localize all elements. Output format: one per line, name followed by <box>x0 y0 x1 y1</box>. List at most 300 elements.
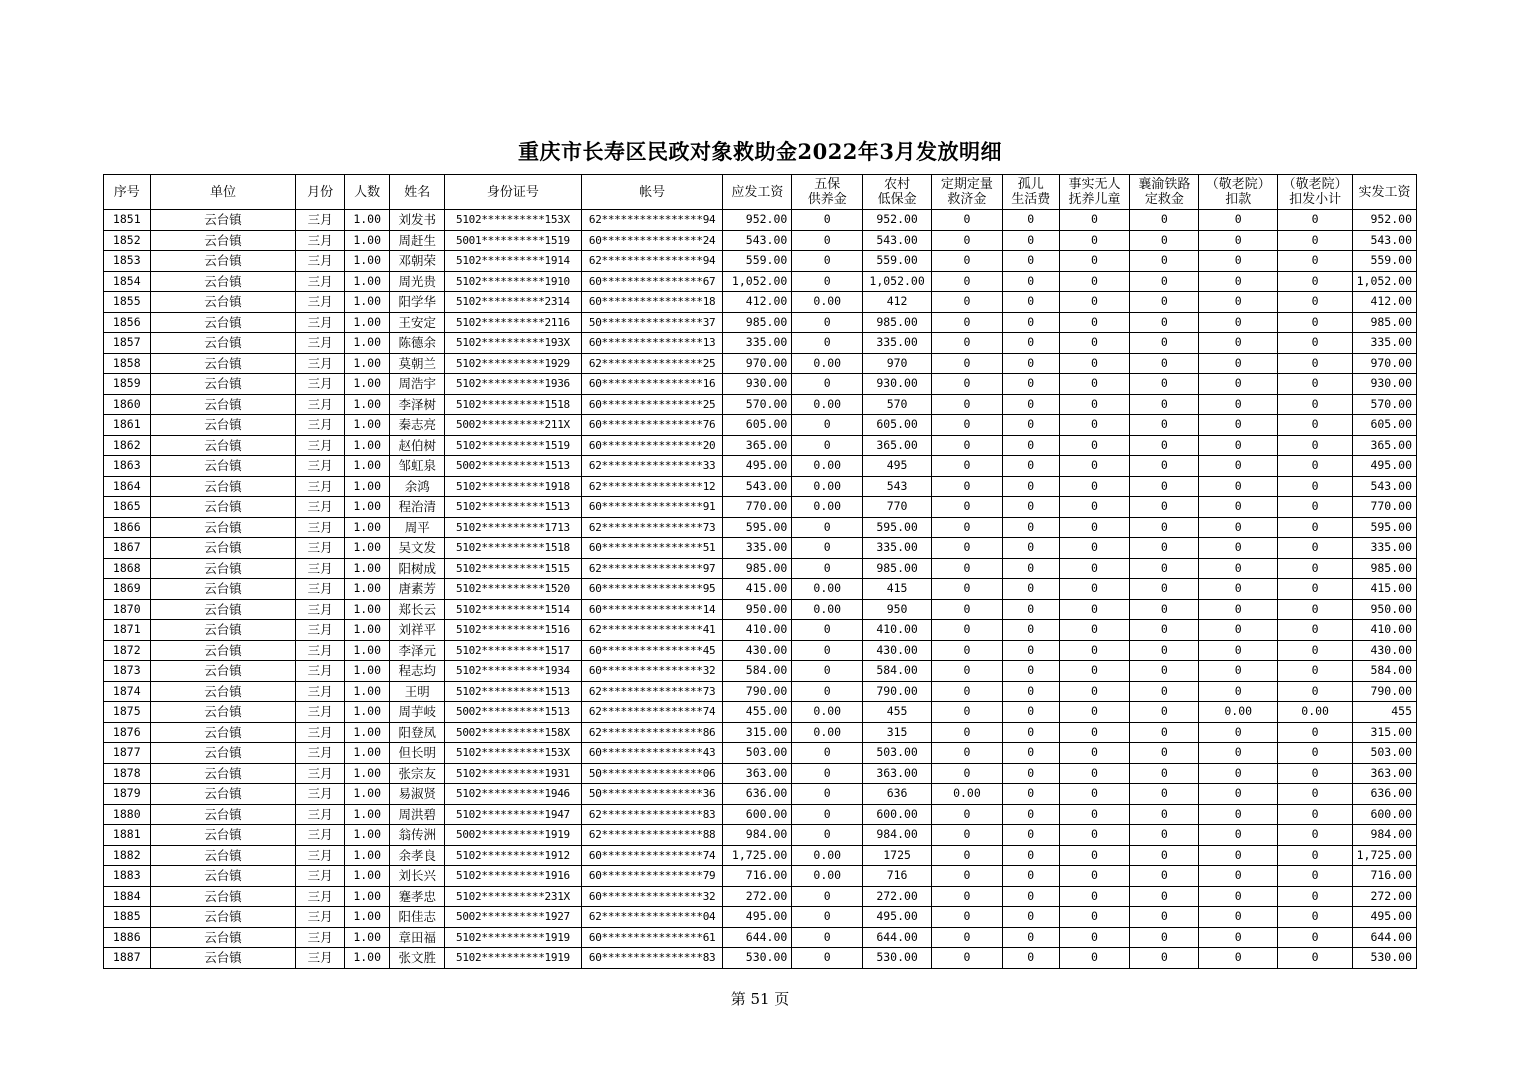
table-cell: 60****************18 <box>581 292 723 313</box>
table-cell: 5002**********211X <box>445 415 582 436</box>
table-cell: 0 <box>1002 456 1059 477</box>
table-cell: 云台镇 <box>150 845 296 866</box>
table-cell: 0 <box>1199 743 1278 764</box>
table-cell: 1875 <box>104 702 151 723</box>
table-cell: 570 <box>863 394 932 415</box>
table-cell: 1870 <box>104 599 151 620</box>
table-header-row <box>104 175 1417 210</box>
table-cell: 5102**********1518 <box>445 394 582 415</box>
table-cell: 1863 <box>104 456 151 477</box>
table-cell: 1862 <box>104 435 151 456</box>
table-cell: 716.00 <box>723 866 792 887</box>
table-cell: 李泽树 <box>390 394 445 415</box>
table-cell: 62****************41 <box>581 620 723 641</box>
column-header <box>390 175 445 210</box>
table-cell: 0 <box>1059 456 1130 477</box>
table-cell: 5102**********153X <box>445 210 582 231</box>
table-cell: 0 <box>1130 476 1199 497</box>
table-cell: 三月 <box>296 271 345 292</box>
table-cell: 周平 <box>390 517 445 538</box>
table-cell: 62****************33 <box>581 456 723 477</box>
table-cell: 0 <box>932 517 1003 538</box>
table-cell: 0 <box>1278 845 1353 866</box>
table-cell: 790.00 <box>723 681 792 702</box>
table-cell: 605.00 <box>723 415 792 436</box>
table-cell: 0 <box>932 661 1003 682</box>
table-cell: 0 <box>1278 476 1353 497</box>
table-cell: 600.00 <box>1353 804 1417 825</box>
table-cell: 0 <box>932 845 1003 866</box>
table-cell: 0 <box>932 927 1003 948</box>
table-cell: 5002**********1513 <box>445 456 582 477</box>
table-cell: 0 <box>1278 415 1353 436</box>
table-cell: 1856 <box>104 312 151 333</box>
table-cell: 0 <box>1199 845 1278 866</box>
table-cell: 570.00 <box>1353 394 1417 415</box>
table-cell: 0 <box>1002 415 1059 436</box>
table-cell: 0 <box>932 271 1003 292</box>
table-cell: 605.00 <box>1353 415 1417 436</box>
table-cell: 0 <box>1059 927 1130 948</box>
table-cell: 984.00 <box>863 825 932 846</box>
table-cell: 1.00 <box>344 251 390 272</box>
table-cell: 0 <box>1059 333 1130 354</box>
table-cell: 0 <box>932 579 1003 600</box>
table-cell: 0 <box>1002 804 1059 825</box>
table-cell: 0 <box>1002 866 1059 887</box>
table-cell: 985.00 <box>1353 312 1417 333</box>
table-cell: 970.00 <box>1353 353 1417 374</box>
table-cell: 1852 <box>104 230 151 251</box>
table-row <box>104 312 1417 333</box>
table-cell: 1.00 <box>344 353 390 374</box>
table-cell: 60****************51 <box>581 538 723 559</box>
table-cell: 云台镇 <box>150 374 296 395</box>
table-cell: 5002**********1919 <box>445 825 582 846</box>
table-cell: 60****************14 <box>581 599 723 620</box>
table-cell: 云台镇 <box>150 210 296 231</box>
table-cell: 770.00 <box>1353 497 1417 518</box>
table-cell: 0 <box>1002 763 1059 784</box>
table-cell: 三月 <box>296 845 345 866</box>
table-cell: 0 <box>1002 538 1059 559</box>
table-cell: 张宗友 <box>390 763 445 784</box>
table-cell: 0 <box>1130 517 1199 538</box>
table-cell: 62****************12 <box>581 476 723 497</box>
table-cell: 1861 <box>104 415 151 436</box>
table-cell: 云台镇 <box>150 353 296 374</box>
table-cell: 但长明 <box>390 743 445 764</box>
column-header <box>1002 175 1059 210</box>
table-cell: 5102**********2116 <box>445 312 582 333</box>
table-row <box>104 907 1417 928</box>
table-cell: 0 <box>932 804 1003 825</box>
table-cell: 0 <box>1059 640 1130 661</box>
column-header-text: 身份证号 <box>486 184 539 200</box>
table-cell: 0 <box>1199 866 1278 887</box>
table-cell: 云台镇 <box>150 599 296 620</box>
table-cell: 455 <box>863 702 932 723</box>
column-header-text: 扣款 <box>1225 192 1252 207</box>
table-row <box>104 333 1417 354</box>
table-cell: 0 <box>1278 886 1353 907</box>
table-cell: 0 <box>1059 681 1130 702</box>
table-cell: 0 <box>1199 681 1278 702</box>
table-cell: 周芋岐 <box>390 702 445 723</box>
table-cell: 0 <box>932 640 1003 661</box>
table-cell: 0 <box>1059 722 1130 743</box>
table-cell: 1.00 <box>344 948 390 969</box>
table-cell: 0 <box>932 476 1003 497</box>
table-cell: 0 <box>1002 661 1059 682</box>
table-cell: 0 <box>1002 702 1059 723</box>
table-cell: 60****************67 <box>581 271 723 292</box>
table-cell: 0 <box>1278 251 1353 272</box>
column-header <box>150 175 296 210</box>
table-cell: 1.00 <box>344 886 390 907</box>
table-cell: 0 <box>1002 640 1059 661</box>
table-cell: 0 <box>1130 374 1199 395</box>
table-cell: 495 <box>863 456 932 477</box>
table-cell: 363.00 <box>1353 763 1417 784</box>
table-cell: 1.00 <box>344 374 390 395</box>
table-cell: 930.00 <box>723 374 792 395</box>
table-cell: 495.00 <box>1353 907 1417 928</box>
table-cell: 0 <box>1059 763 1130 784</box>
table-cell: 0 <box>1130 599 1199 620</box>
table-row <box>104 456 1417 477</box>
column-header <box>296 175 345 210</box>
table-cell: 543.00 <box>863 230 932 251</box>
table-cell: 1.00 <box>344 763 390 784</box>
table-row <box>104 702 1417 723</box>
table-cell: 636.00 <box>1353 784 1417 805</box>
table-cell: 0 <box>1278 927 1353 948</box>
table-cell: 云台镇 <box>150 271 296 292</box>
table-cell: 0 <box>792 558 863 579</box>
table-cell: 云台镇 <box>150 497 296 518</box>
table-cell: 5002**********1927 <box>445 907 582 928</box>
table-cell: 云台镇 <box>150 394 296 415</box>
table-cell: 0 <box>792 661 863 682</box>
table-cell: 0 <box>1002 886 1059 907</box>
table-cell: 三月 <box>296 722 345 743</box>
table-cell: 云台镇 <box>150 948 296 969</box>
table-cell: 云台镇 <box>150 907 296 928</box>
table-cell: 阳树成 <box>390 558 445 579</box>
table-cell: 495.00 <box>1353 456 1417 477</box>
table-cell: 0 <box>932 333 1003 354</box>
table-cell: 365.00 <box>1353 435 1417 456</box>
table-cell: 0 <box>1278 681 1353 702</box>
table-cell: 952.00 <box>723 210 792 231</box>
table-cell: 0.00 <box>792 394 863 415</box>
table-cell: 60****************16 <box>581 374 723 395</box>
table-cell: 0 <box>1199 415 1278 436</box>
table-cell: 5002**********1513 <box>445 702 582 723</box>
table-cell: 0 <box>932 599 1003 620</box>
table-cell: 412.00 <box>723 292 792 313</box>
table-cell: 云台镇 <box>150 415 296 436</box>
column-header <box>1130 175 1199 210</box>
table-cell: 530.00 <box>1353 948 1417 969</box>
table-cell: 云台镇 <box>150 681 296 702</box>
table-cell: 0 <box>1059 353 1130 374</box>
table-cell: 644.00 <box>1353 927 1417 948</box>
table-cell: 60****************20 <box>581 435 723 456</box>
table-cell: 595.00 <box>863 517 932 538</box>
table-row <box>104 353 1417 374</box>
table-cell: 410.00 <box>723 620 792 641</box>
table-cell: 阳学华 <box>390 292 445 313</box>
table-cell: 0 <box>792 948 863 969</box>
table-cell: 0 <box>1130 353 1199 374</box>
table-cell: 455.00 <box>723 702 792 723</box>
table-cell: 0 <box>1278 661 1353 682</box>
column-header-text: 序号 <box>113 184 140 200</box>
table-cell: 62****************88 <box>581 825 723 846</box>
table-cell: 三月 <box>296 763 345 784</box>
table-cell: 60****************25 <box>581 394 723 415</box>
table-cell: 335.00 <box>1353 538 1417 559</box>
table-cell: 0 <box>1130 640 1199 661</box>
table-cell: 5102**********1918 <box>445 476 582 497</box>
table-cell: 刘祥平 <box>390 620 445 641</box>
table-cell: 赵伯树 <box>390 435 445 456</box>
table-cell: 云台镇 <box>150 784 296 805</box>
table-cell: 5102**********1516 <box>445 620 582 641</box>
table-cell: 周浩宇 <box>390 374 445 395</box>
table-cell: 1,725.00 <box>723 845 792 866</box>
table-cell: 0.00 <box>1199 702 1278 723</box>
table-row <box>104 845 1417 866</box>
table-cell: 0 <box>792 251 863 272</box>
table-cell: 0 <box>1130 333 1199 354</box>
table-cell: 0 <box>1130 907 1199 928</box>
table-cell: 1882 <box>104 845 151 866</box>
table-cell: 5102**********1515 <box>445 558 582 579</box>
table-cell: 0 <box>1002 292 1059 313</box>
table-cell: 5102**********1912 <box>445 845 582 866</box>
table-cell: 335.00 <box>863 333 932 354</box>
table-cell: 60****************95 <box>581 579 723 600</box>
table-cell: 郑长云 <box>390 599 445 620</box>
table-cell: 0 <box>1002 743 1059 764</box>
table-cell: 0 <box>1278 784 1353 805</box>
table-cell: 余孝良 <box>390 845 445 866</box>
table-cell: 章田福 <box>390 927 445 948</box>
table-cell: 三月 <box>296 435 345 456</box>
table-cell: 5102**********1519 <box>445 435 582 456</box>
table-cell: 605.00 <box>863 415 932 436</box>
table-cell: 1.00 <box>344 292 390 313</box>
table-cell: 0 <box>1130 230 1199 251</box>
table-cell: 60****************74 <box>581 845 723 866</box>
table-cell: 335.00 <box>1353 333 1417 354</box>
table-cell: 0 <box>1002 620 1059 641</box>
table-cell: 蹇孝忠 <box>390 886 445 907</box>
table-cell: 0 <box>932 394 1003 415</box>
table-cell: 周洪碧 <box>390 804 445 825</box>
table-cell: 三月 <box>296 681 345 702</box>
table-cell: 0 <box>1199 886 1278 907</box>
table-cell: 1.00 <box>344 415 390 436</box>
table-cell: 0 <box>1278 456 1353 477</box>
table-cell: 0 <box>1278 374 1353 395</box>
table-row <box>104 804 1417 825</box>
column-header-text: 低保金 <box>877 192 917 207</box>
table-cell: 0 <box>1130 702 1199 723</box>
table-cell: 365.00 <box>863 435 932 456</box>
table-row <box>104 825 1417 846</box>
table-cell: 0 <box>1059 538 1130 559</box>
table-cell: 0 <box>1002 251 1059 272</box>
table-cell: 0 <box>792 927 863 948</box>
table-cell: 543.00 <box>723 230 792 251</box>
table-cell: 0 <box>932 292 1003 313</box>
table-cell: 1.00 <box>344 907 390 928</box>
table-row <box>104 230 1417 251</box>
table-cell: 0.00 <box>792 456 863 477</box>
table-cell: 三月 <box>296 312 345 333</box>
table-cell: 秦志亮 <box>390 415 445 436</box>
table-cell: 0 <box>792 538 863 559</box>
column-header-text: 扣发小计 <box>1289 192 1342 207</box>
table-cell: 0 <box>1199 927 1278 948</box>
table-cell: 0 <box>1002 497 1059 518</box>
table-cell: 1.00 <box>344 927 390 948</box>
table-cell: 1880 <box>104 804 151 825</box>
table-cell: 0 <box>1130 497 1199 518</box>
table-cell: 0 <box>1199 210 1278 231</box>
table-cell: 950 <box>863 599 932 620</box>
table-cell: 0 <box>1199 374 1278 395</box>
table-cell: 584.00 <box>863 661 932 682</box>
table-cell: 716 <box>863 866 932 887</box>
column-header-text: 姓名 <box>404 184 431 200</box>
table-cell: 云台镇 <box>150 763 296 784</box>
column-header-text: 抚养儿童 <box>1068 192 1121 207</box>
table-cell: 0 <box>1059 435 1130 456</box>
table-cell: 0 <box>1199 251 1278 272</box>
table-cell: 1876 <box>104 722 151 743</box>
table-cell: 0 <box>1199 579 1278 600</box>
table-cell: 1878 <box>104 763 151 784</box>
table-cell: 0 <box>792 743 863 764</box>
table-cell: 1881 <box>104 825 151 846</box>
table-cell: 三月 <box>296 292 345 313</box>
table-cell: 三月 <box>296 927 345 948</box>
table-cell: 985.00 <box>723 312 792 333</box>
table-cell: 1.00 <box>344 620 390 641</box>
table-cell: 1853 <box>104 251 151 272</box>
table-cell: 0 <box>792 907 863 928</box>
table-cell: 0 <box>1002 271 1059 292</box>
table-cell: 三月 <box>296 517 345 538</box>
table-cell: 0.00 <box>792 353 863 374</box>
table-cell: 0 <box>1130 845 1199 866</box>
table-cell: 0 <box>1130 210 1199 231</box>
column-header <box>1353 175 1417 210</box>
table-cell: 0 <box>1130 415 1199 436</box>
table-cell: 三月 <box>296 886 345 907</box>
table-cell: 0 <box>932 866 1003 887</box>
table-cell: 易淑贤 <box>390 784 445 805</box>
table-cell: 5102**********1910 <box>445 271 582 292</box>
table-cell: 0 <box>1278 599 1353 620</box>
table-cell: 0 <box>1199 907 1278 928</box>
table-cell: 0 <box>792 333 863 354</box>
table-cell: 三月 <box>296 702 345 723</box>
table-cell: 0 <box>1059 312 1130 333</box>
table-cell: 云台镇 <box>150 579 296 600</box>
table-row <box>104 784 1417 805</box>
table-cell: 0.00 <box>792 845 863 866</box>
table-cell: 62****************73 <box>581 517 723 538</box>
table-cell: 0 <box>1002 948 1059 969</box>
table-cell: 430.00 <box>723 640 792 661</box>
table-cell: 0 <box>1199 722 1278 743</box>
table-cell: 0 <box>932 456 1003 477</box>
table-cell: 0 <box>1278 230 1353 251</box>
table-cell: 0 <box>1002 825 1059 846</box>
table-cell: 三月 <box>296 579 345 600</box>
table-row <box>104 415 1417 436</box>
table-cell: 云台镇 <box>150 230 296 251</box>
column-header-text: 定期定量 <box>940 177 993 192</box>
table-cell: 0 <box>1130 948 1199 969</box>
table-row <box>104 394 1417 415</box>
table-cell: 0 <box>1002 845 1059 866</box>
table-cell: 62****************04 <box>581 907 723 928</box>
table-cell: 翁传洲 <box>390 825 445 846</box>
table-cell: 5102**********193X <box>445 333 582 354</box>
table-cell: 559.00 <box>723 251 792 272</box>
table-cell: 0 <box>792 517 863 538</box>
table-cell: 5102**********1936 <box>445 374 582 395</box>
table-cell: 584.00 <box>1353 661 1417 682</box>
table-row <box>104 538 1417 559</box>
table-cell: 0 <box>1199 312 1278 333</box>
table-row <box>104 251 1417 272</box>
table-row <box>104 210 1417 231</box>
table-cell: 0 <box>1002 599 1059 620</box>
table-cell: 0 <box>1199 804 1278 825</box>
table-cell: 0 <box>932 886 1003 907</box>
table-cell: 315.00 <box>723 722 792 743</box>
table-cell: 0 <box>1278 825 1353 846</box>
column-header-text: 单位 <box>209 184 236 200</box>
column-header-text: 农村 <box>884 177 911 192</box>
table-cell: 1858 <box>104 353 151 374</box>
table-cell: 三月 <box>296 374 345 395</box>
table-cell: 0 <box>1059 476 1130 497</box>
table-cell: 0 <box>1278 210 1353 231</box>
table-cell: 1.00 <box>344 333 390 354</box>
table-cell: 0 <box>1059 886 1130 907</box>
table-row <box>104 599 1417 620</box>
table-cell: 0.00 <box>792 497 863 518</box>
table-cell: 0 <box>1130 456 1199 477</box>
table-cell: 0 <box>1002 558 1059 579</box>
table-cell: 0 <box>792 271 863 292</box>
table-row <box>104 517 1417 538</box>
table-cell: 0 <box>1130 312 1199 333</box>
table-cell: 三月 <box>296 620 345 641</box>
table-cell: 0 <box>1199 599 1278 620</box>
table-cell: 1887 <box>104 948 151 969</box>
table-cell: 刘发书 <box>390 210 445 231</box>
